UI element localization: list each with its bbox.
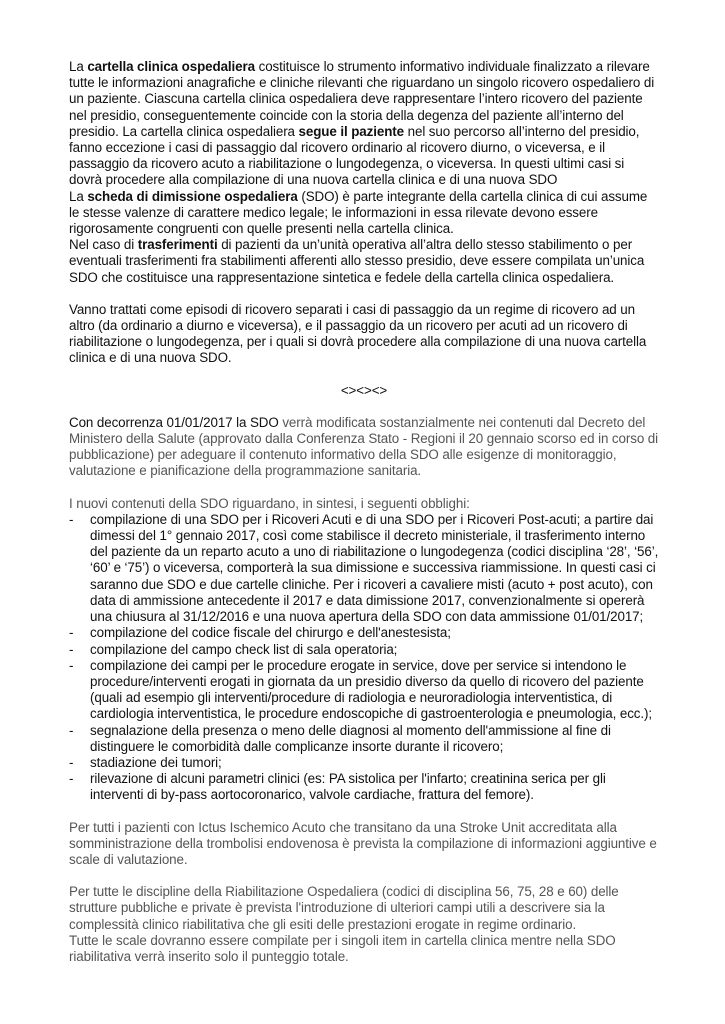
term-sdo: scheda di dimissione ospedaliera <box>87 188 298 204</box>
list-item: - stadiazione dei tumori; <box>69 755 659 771</box>
paragraph-cartella-clinica: La cartella clinica ospedaliera costituisce lo strumento informativo individuale finalizzato a rilevare tutte le informazioni anagrafiche e cliniche rilevanti che riguardano un singolo ricovero ospedaliero di un paziente. Ciascuna cartella clinica ospedaliera deve rappresentare l’intero ricovero del paziente nel presidio, conseguentemente coincide con la storia della degenza del paziente all’interno del presidio. La cartella clinica ospedaliera segue il paziente nel suo percorso all’interno del presidio, fanno eccezione i casi di passaggio dal ricovero ordinario al ricovero diurno, o viceversa, e il passaggio da ricovero acuto a riabilitazione o lungodegenza, o viceversa. In questi ultimi casi si dovrà procedere alla compilazione di una nuova cartella clinica e di una nuova SDO <box>69 59 655 188</box>
list-item: - rilevazione di alcuni parametri clinici (es: PA sistolica per l'infarto; creatinina serica per gli interventi di by-pass aortocoronarico, valvole cardiache, frattura del femore). <box>69 771 659 803</box>
paragraph-trasferimenti: Nel caso di trasferimenti di pazienti da un’unità operativa all’altra dello stesso stabilimento o per eventuali trasferimenti fra stabilimenti afferenti allo stesso presidio, deve essere compilata un’unica SDO che costituisce una rappresentazione sintetica e fedele della cartella clinica ospedaliera. <box>69 237 645 285</box>
paragraph-ictus: Per tutti i pazienti con Ictus Ischemico Acuto che transitano da una Stroke Unit accreditata alla somministrazione della trombolisi endovenosa è prevista la compilazione di informazioni aggiuntive e scale di valutazione. <box>69 819 657 867</box>
paragraph-decorrenza: Con decorrenza 01/01/2017 la SDO verrà modificata sostanzialmente nei contenuti dal Decreto del Ministero della Salute (approvato dalla Conferenza Stato - Regioni il 20 gennaio scorso ed in corso di pubblicazione) per adeguare il contenuto informativo della SDO alle esigenze di monitoraggio, valutazione e pianificazione della programmazione sanitaria. <box>69 414 659 479</box>
document-page <box>69 59 659 965</box>
list-item: - compilazione di una SDO per i Ricoveri Acuti e di una SDO per i Ricoveri Post-acuti; a partire dai dimessi del 1° gennaio 2017, così come stabilisce il decreto ministeriale, il trasferimento interno del paziente da un reparto acuto a uno di riabilitazione o lungodegenza (codici disciplina ‘28’, ‘56’, ‘60’ e ‘75’) o viceversa, comporterà la sua dimissione e successiva riammissione. In questi casi ci saranno due SDO e due cartelle cliniche. Per i ricoveri a cavaliere misti (acuto + post acuto), con data di ammissione antecedente il 2017 e data dimissione 2017, convenzionalmente si opererà una chiusura al 31/12/2016 e una nuova apertura della SDO con data ammissione 01/01/2017; <box>69 512 659 625</box>
list-item: - compilazione del campo check list di sala operatoria; <box>69 642 659 658</box>
list-item: - compilazione del codice fiscale del chirurgo e dell'anestesista; <box>69 625 659 641</box>
paragraph-scale: Tutte le scale dovranno essere compilate per i singoli item in cartella clinica mentre nella SDO riabilitativa verrà inserito solo il punteggio totale. <box>69 932 616 964</box>
paragraph-riabilitazione: Per tutte le discipline della Riabilitazione Ospedaliera (codici di disciplina 56, 75, 28 e 60) delle strutture pubbliche e private è prevista l'introduzione di ulteriori campi utili a descrivere sia la complessità clinico riabilitativa che gli esiti delle prestazioni erogate in regime ordinario. <box>69 884 619 932</box>
paragraph-nuovi-contenuti: I nuovi contenuti della SDO riguardano, in sintesi, i seguenti obblighi: <box>69 495 470 511</box>
term-cartella-clinica: cartella clinica ospedaliera <box>87 59 255 74</box>
paragraph-episodi-separati: Vanno trattati come episodi di ricovero separati i casi di passaggio da un regime di ricovero ad un altro (da ordinario a diurno e viceversa), e il passaggio da un ricovero per acuti ad un ricovero di riabilitazione o lungodegenza, per i quali si dovrà procedere alla compilazione di una nuova cartella clinica e di una nuova SDO. <box>69 301 647 366</box>
term-segue-paziente: segue il paziente <box>298 123 404 139</box>
term-trasferimenti: trasferimenti <box>137 237 218 253</box>
section-separator: <><><> <box>340 382 388 398</box>
paragraph-sdo-definition: La scheda di dimissione ospedaliera (SDO) è parte integrante della cartella clinica di cui assume le stesse valenze di carattere medico legale; le informazioni in essa rilevate devono essere rigorosamente congruenti con quelle presenti nella cartella clinica. <box>69 188 648 237</box>
list-item: - compilazione dei campi per le procedure erogate in service, dove per service si intendono le procedure/interventi erogati in giornata da un presidio diverso da quello di ricovero del paziente (quali ad esempio gli interventi/procedure di radiologia e neuroradiologia interventistica, di cardiologia interventistica, le procedure endoscopiche di gastroenterologia e pneumologia, ecc.); <box>69 658 659 723</box>
list-item: - segnalazione della presenza o meno delle diagnosi al momento dell'ammissione al fine di distinguere le comorbidità dalle complicanze insorte durante il ricovero; <box>69 723 659 755</box>
obblighi-list <box>69 512 659 804</box>
